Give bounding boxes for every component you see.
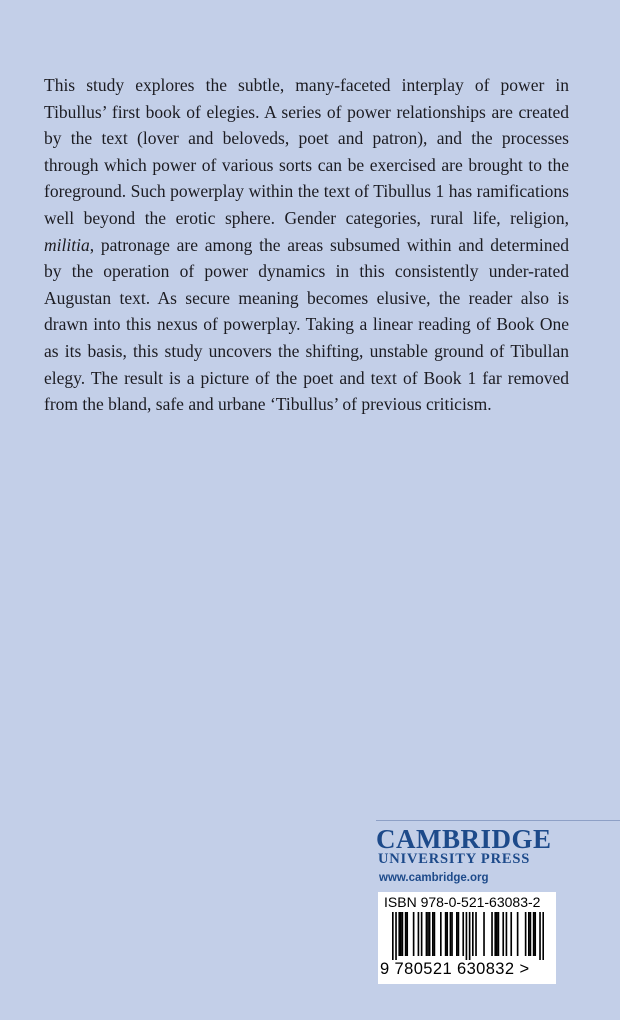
barcode-bar — [472, 912, 474, 956]
barcode-bar — [418, 912, 420, 956]
barcode-bar — [406, 912, 408, 956]
barcode-bar — [517, 912, 519, 956]
barcode-bar — [446, 912, 448, 956]
publisher-website: www.cambridge.org — [379, 872, 489, 884]
barcode-bar — [506, 912, 508, 956]
barcode-bar — [402, 912, 404, 956]
barcode-bar — [398, 912, 400, 956]
barcode-bar — [494, 912, 496, 956]
barcode-bar — [395, 912, 397, 960]
barcode-bar — [483, 912, 485, 956]
barcode-bar — [440, 912, 442, 956]
barcode-bar — [510, 912, 512, 956]
barcode-bar — [466, 912, 468, 960]
barcode-bar — [429, 912, 431, 956]
isbn-label: ISBN 978-0-521-63083-2 — [384, 894, 541, 910]
barcode-bar — [450, 912, 452, 956]
barcode-bar — [405, 912, 407, 956]
barcode-bar — [475, 912, 477, 956]
barcode-bar — [542, 912, 544, 960]
barcode-bar — [400, 912, 402, 956]
barcode-bar — [528, 912, 530, 956]
barcode-bar — [539, 912, 541, 960]
barcode-bars — [392, 912, 544, 960]
barcode-bar — [533, 912, 535, 956]
isbn-barcode — [378, 892, 556, 984]
blurb-text-part-2: , patronage are among the areas subsumed within and determined by the operation of power dynamics in this consistently under-rated Augustan text. As secure meaning becomes elusive, the reader also is drawn into this nexus of powerplay. Taking a linear reading of Book One as its basis, this study uncovers the shifting, unstable ground of Tibullan elegy. The result is a picture of the poet and text of Book 1 far removed from the bland, safe and urbane ‘Tibullus’ of previous criticism. — [44, 234, 569, 415]
barcode-bar — [421, 912, 423, 956]
barcode-bar — [462, 912, 464, 956]
barcode-bar — [491, 912, 493, 956]
barcode-bar — [530, 912, 532, 956]
barcode-bar — [413, 912, 415, 956]
blurb-italic-word: militia — [44, 234, 90, 255]
barcode-bar — [445, 912, 447, 956]
barcode-bar — [432, 912, 434, 956]
barcode-bar — [456, 912, 458, 956]
back-cover-blurb — [44, 72, 569, 418]
barcode-bar — [534, 912, 536, 956]
barcode-bar — [392, 912, 394, 960]
barcode-bar — [451, 912, 453, 956]
barcode-bar — [427, 912, 429, 956]
barcode-bar — [502, 912, 504, 956]
blurb-text-part-1: This study explores the subtle, many-faceted interplay of power in Tibullus’ first book of elegies. A series of power relationships are created by the text (lover and beloveds, poet and patron), and the processes through which power of various sorts can be exercised are brought to the foreground. Such powerplay within the text of Tibullus 1 has ramifications well beyond the erotic sphere. Gender categories, rural life, religion, — [44, 75, 569, 228]
publisher-divider — [376, 820, 620, 821]
barcode-bar — [458, 912, 460, 956]
barcode-bar — [469, 912, 471, 960]
barcode-bar — [498, 912, 500, 956]
barcode-bar — [426, 912, 428, 956]
publisher-name: CAMBRIDGE — [376, 824, 552, 854]
barcode-bar — [525, 912, 527, 956]
barcode-bar — [496, 912, 498, 956]
barcode-bar — [434, 912, 436, 956]
publisher-press-line: UNIVERSITY PRESS — [378, 851, 531, 867]
barcode-digits: 9 780521 630832 > — [380, 960, 530, 978]
